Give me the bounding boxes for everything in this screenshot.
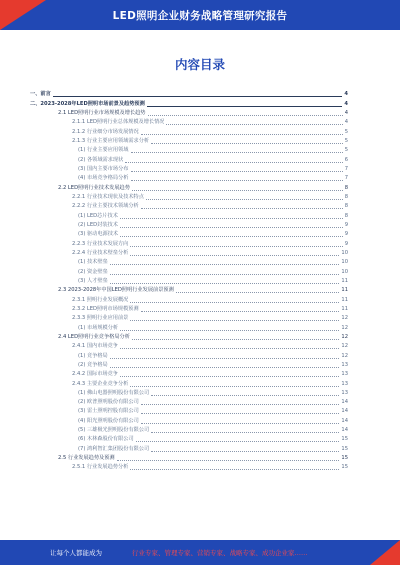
toc-entry[interactable]: [30, 193, 348, 202]
toc-entry[interactable]: [30, 99, 348, 108]
toc-entry[interactable]: [30, 211, 348, 220]
toc-entry-page: 9: [344, 231, 348, 238]
toc-entry[interactable]: [30, 444, 348, 453]
toc-entry-label: (3) 国内主要市场分布: [78, 165, 129, 172]
report-header: [0, 0, 400, 30]
toc-entry-page: 8: [344, 184, 348, 191]
toc-entry[interactable]: [30, 165, 348, 174]
toc-leader-dots: [130, 320, 339, 321]
toc-leader-dots: [120, 227, 343, 228]
toc-entry-label: (1) LED芯片技术: [78, 212, 118, 219]
toc-entry-label: (2) 各领域需求现状: [78, 156, 124, 163]
toc-entry[interactable]: [30, 295, 348, 304]
toc-entry-page: 8: [344, 203, 348, 210]
toc-leader-dots: [53, 96, 343, 97]
report-title: LED照明企业财务战略管理研究报告: [112, 10, 288, 22]
toc-entry[interactable]: [30, 351, 348, 360]
toc-entry[interactable]: [30, 277, 348, 286]
footer-slogan: 让每个人都能成为: [50, 549, 102, 557]
toc-entry-label: 2.4.2 国际市场竞争: [72, 371, 118, 378]
toc-entry-label: (2) 欧普照明股份有限公司: [78, 399, 139, 406]
toc-leader-dots: [120, 236, 343, 237]
toc-entry[interactable]: [30, 118, 348, 127]
toc-entry-page: 9: [344, 240, 348, 247]
footer-slogan-highlight: 行业专家、管理专家、营销专家、战略专家、成功企业家……: [132, 549, 308, 557]
toc-entry-label: 2.1.3 行业主要应用领域需求分析: [72, 137, 150, 144]
toc-entry-page: 15: [341, 464, 348, 471]
toc-entry[interactable]: [30, 333, 348, 342]
toc-entry[interactable]: [30, 323, 348, 332]
toc-leader-dots: [110, 283, 340, 284]
toc-entry-label: (2) LED封装技术: [78, 221, 118, 228]
toc-leader-dots: [130, 255, 339, 256]
toc-leader-dots: [151, 395, 339, 396]
toc-entry-page: 10: [341, 259, 348, 266]
toc-leader-dots: [110, 274, 340, 275]
toc-entry[interactable]: [30, 230, 348, 239]
toc-entry[interactable]: [30, 426, 348, 435]
toc-leader-dots: [151, 143, 343, 144]
toc-leader-dots: [141, 134, 343, 135]
toc-entry[interactable]: [30, 258, 348, 267]
toc-entry[interactable]: [30, 155, 348, 164]
toc-entry-page: 8: [344, 193, 348, 200]
toc-entry-label: (5) 三雄极光照明股份有限公司: [78, 427, 150, 434]
report-footer: [0, 540, 400, 565]
toc-entry[interactable]: [30, 137, 348, 146]
toc-entry-page: 10: [341, 268, 348, 275]
toc-entry[interactable]: [30, 221, 348, 230]
toc-leader-dots: [130, 246, 342, 247]
toc-entry-label: 2.2.2 行业主要技术领域分析: [72, 203, 139, 210]
toc-entry-label: (6) 木林森股份有限公司: [78, 436, 134, 443]
toc-entry-label: (1) 行业主要应用领域: [78, 147, 129, 154]
toc-entry[interactable]: [30, 379, 348, 388]
toc-entry-page: 13: [341, 389, 348, 396]
toc-entry[interactable]: [30, 127, 348, 136]
toc-entry-page: 5: [344, 147, 348, 154]
toc-entry-page: 13: [341, 371, 348, 378]
toc-entry[interactable]: [30, 389, 348, 398]
toc-entry-page: 14: [341, 408, 348, 415]
toc-leader-dots: [110, 358, 340, 359]
toc-leader-dots: [166, 124, 342, 125]
toc-leader-dots: [130, 386, 339, 387]
toc-leader-dots: [120, 330, 339, 331]
toc-entry[interactable]: [30, 342, 348, 351]
toc-heading: 内容目录: [174, 57, 225, 72]
toc-entry-page: 12: [341, 343, 348, 350]
toc-entry[interactable]: [30, 183, 348, 192]
toc-entry-page: 15: [341, 445, 348, 452]
toc-entry-label: 2.4.1 国内市场竞争: [72, 343, 118, 350]
toc-leader-dots: [131, 180, 343, 181]
toc-entry-label: (4) 阳光照明股份有限公司: [78, 417, 139, 424]
toc-entry[interactable]: [30, 305, 348, 314]
toc-entry-page: 14: [341, 399, 348, 406]
toc-entry[interactable]: [30, 267, 348, 276]
toc-leader-dots: [120, 218, 343, 219]
toc-entry-label: 2.5.1 行业发展趋势分析: [72, 464, 129, 471]
toc-entry[interactable]: [30, 416, 348, 425]
toc-leader-dots: [130, 302, 339, 303]
toc-entry-label: 2.4.3 主要企业竞争分析: [72, 380, 129, 387]
toc-leader-dots: [120, 348, 339, 349]
toc-entry-label: 2.2.3 行业技术发展方向: [72, 240, 129, 247]
toc-entry-page: 4: [344, 119, 348, 126]
toc-entry[interactable]: [30, 398, 348, 407]
toc-entry-label: 2.2.4 行业技术壁垒分析: [72, 249, 129, 256]
toc-entry-page: 15: [341, 436, 348, 443]
toc-entry-label: 2.5 行业发展趋势及预测: [58, 455, 115, 462]
toc-entry-page: 11: [341, 296, 348, 303]
toc-entry-page: 15: [341, 455, 348, 462]
toc-entry-label: 一、前言: [30, 91, 51, 98]
toc-leader-dots: [146, 199, 343, 200]
toc-entry-page: 8: [344, 212, 348, 219]
toc-leader-dots: [110, 264, 340, 265]
toc-leader-dots: [148, 115, 343, 116]
toc-entry[interactable]: [30, 202, 348, 211]
toc-leader-dots: [132, 190, 343, 191]
toc-leader-dots: [141, 423, 340, 424]
toc-entry-label: (1) 佛山电器照明股份有限公司: [78, 389, 150, 396]
toc-entry-label: (1) 竞争格局: [78, 352, 108, 359]
toc-entry-label: 2.2.1 行业技术现状及技术特点: [72, 193, 144, 200]
toc-leader-dots: [141, 413, 340, 414]
toc-entry-label: (2) 资金壁垒: [78, 268, 108, 275]
toc-entry-label: 2.3.3 照明行业应用前景: [72, 315, 129, 322]
toc-leader-dots: [125, 162, 342, 163]
toc-entry-label: (1) 市场规模分析: [78, 324, 119, 331]
toc-entry-page: 12: [341, 324, 348, 331]
toc-entry-page: 14: [341, 427, 348, 434]
toc-entry-page: 9: [344, 221, 348, 228]
toc-leader-dots: [131, 171, 343, 172]
toc-entry-label: (2) 竞争格局: [78, 361, 108, 368]
toc-entry-label: 2.1.1 LED照明行业总体规模及增长情况: [72, 119, 165, 126]
toc-entry-page: 12: [341, 333, 348, 340]
toc-leader-dots: [120, 376, 339, 377]
toc-entry-label: (1) 技术壁垒: [78, 259, 108, 266]
toc-entry-page: 12: [341, 315, 348, 322]
toc-entry[interactable]: [30, 90, 348, 99]
toc-entry[interactable]: [30, 239, 348, 248]
toc-leader-dots: [151, 432, 339, 433]
toc-entry[interactable]: [30, 286, 348, 295]
toc-leader-dots: [141, 208, 343, 209]
toc-entry-label: (3) 驱动电源技术: [78, 231, 119, 238]
toc-leader-dots: [151, 451, 339, 452]
toc-entry[interactable]: [30, 109, 348, 118]
toc-entry-page: 7: [344, 175, 348, 182]
toc-entry[interactable]: [30, 249, 348, 258]
toc-entry-page: 14: [341, 417, 348, 424]
toc-entry-label: (7) 鸿利智汇集团股份有限公司: [78, 445, 150, 452]
toc-entry[interactable]: [30, 146, 348, 155]
toc-leader-dots: [136, 441, 340, 442]
toc-leader-dots: [117, 460, 340, 461]
toc-entry[interactable]: [30, 407, 348, 416]
toc-entry-page: 4: [344, 100, 348, 107]
toc-leader-dots: [110, 367, 340, 368]
toc-entry-label: 二、2023-2028年LED照明市场前景及趋势预测: [30, 100, 145, 107]
toc-entry-page: 12: [341, 352, 348, 359]
toc-entry[interactable]: [30, 454, 348, 463]
toc-entry-page: 4: [344, 91, 348, 98]
toc-entry-page: 11: [341, 287, 348, 294]
toc-leader-dots: [141, 311, 340, 312]
toc-entry-page: 4: [344, 109, 348, 116]
toc-leader-dots: [131, 152, 343, 153]
toc-entry-label: 2.1 LED照明行业市场规模及增长趋势: [58, 109, 146, 116]
toc-entry-label: 2.3.1 照明行业发展概况: [72, 296, 129, 303]
toc-entry-page: 5: [344, 128, 348, 135]
toc-entry[interactable]: [30, 463, 348, 472]
toc-entry-page: 10: [341, 249, 348, 256]
toc-entry-page: 11: [341, 305, 348, 312]
toc-entry-page: 13: [341, 361, 348, 368]
toc-entry[interactable]: [30, 314, 348, 323]
toc-entry[interactable]: [30, 370, 348, 379]
toc-entry-page: 13: [341, 380, 348, 387]
toc-leader-dots: [141, 404, 340, 405]
toc-leader-dots: [130, 469, 339, 470]
toc-entry-label: 2.3 2023-2028年中国LED照明行业发展前景预测: [58, 287, 174, 294]
footer-red-accent: [370, 540, 400, 565]
toc-entry-label: 2.1.2 行业细分市场发展情况: [72, 128, 139, 135]
toc-entry-label: (4) 市场竞争格局分析: [78, 175, 129, 182]
toc-leader-dots: [132, 339, 339, 340]
toc-entry[interactable]: [30, 435, 348, 444]
table-of-contents: [30, 90, 348, 472]
toc-entry-page: 6: [344, 156, 348, 163]
toc-entry-label: (3) 人才壁垒: [78, 277, 108, 284]
toc-entry-label: 2.2 LED照明行业技术发展趋势: [58, 184, 130, 191]
toc-leader-dots: [147, 106, 343, 107]
toc-entry-page: 11: [341, 277, 348, 284]
toc-leader-dots: [176, 292, 340, 293]
toc-entry-page: 7: [344, 165, 348, 172]
toc-entry-label: (3) 雷士照明控股有限公司: [78, 408, 139, 415]
toc-entry-page: 5: [344, 137, 348, 144]
toc-entry-label: 2.4 LED照明行业竞争格局分析: [58, 333, 130, 340]
toc-entry[interactable]: [30, 174, 348, 183]
toc-entry-label: 2.3.2 LED照明市场规模预测: [72, 305, 139, 312]
toc-entry[interactable]: [30, 361, 348, 370]
